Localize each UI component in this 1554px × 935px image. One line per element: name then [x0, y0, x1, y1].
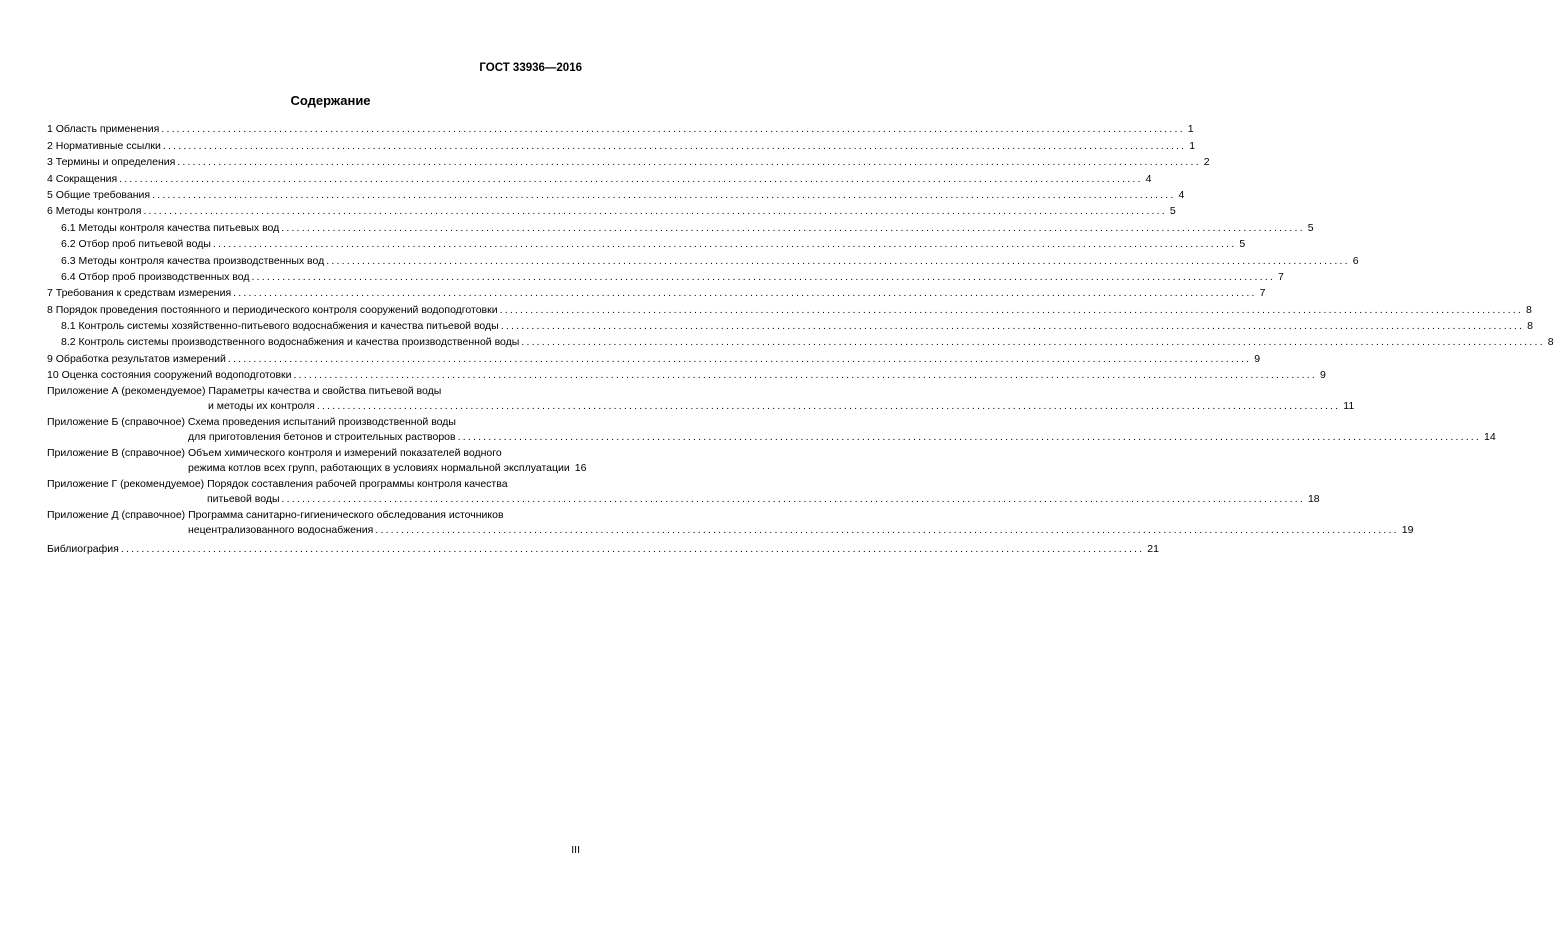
toc-entry-label: 5 Общие требования	[47, 188, 151, 201]
toc-entry-page: 9	[1319, 369, 1326, 382]
toc-entry-page: 1	[1189, 139, 1196, 152]
toc-appendix-entry[interactable]	[47, 475, 1320, 506]
toc-entry[interactable]	[47, 251, 1359, 267]
toc-bibliography[interactable]	[47, 539, 1159, 555]
toc-entry-page: 6	[1352, 254, 1359, 267]
toc-entry-label: Библиография	[47, 542, 119, 555]
toc-entry-page: 14	[1484, 431, 1496, 444]
toc-entry-label: 2 Нормативные ссылки	[47, 139, 161, 152]
toc-entry-page: 4	[1178, 188, 1185, 201]
toc-appendix-title: Приложение Б (справочное) Схема проведения испытаний производственной воды	[47, 416, 456, 429]
toc-entry-page: 4	[1145, 172, 1152, 185]
toc-appendix-subtitle: для приготовления бетонов и строительных растворов	[188, 431, 456, 444]
toc-entry[interactable]	[47, 317, 1534, 333]
toc-appendix-continuation	[47, 523, 1414, 537]
toc-appendix-continuation	[47, 492, 1320, 506]
toc-entry-page: 7	[1277, 270, 1284, 283]
table-of-contents	[47, 120, 1554, 556]
toc-entry-label: 3 Термины и определения	[47, 156, 176, 169]
toc-appendix-entry[interactable]	[47, 444, 587, 475]
toc-appendix-title: Приложение А (рекомендуемое) Параметры качества и свойства питьевой воды	[47, 385, 442, 398]
toc-entry[interactable]	[47, 349, 1261, 365]
toc-entry[interactable]	[47, 153, 1210, 169]
toc-entry-page: 8	[1527, 320, 1534, 333]
toc-leader-dots: ........................................................................................................................................................................................................	[162, 139, 1187, 152]
toc-leader-dots: ........................................................................................................................................................................................................	[293, 369, 1317, 382]
toc-leader-dots: ........................................................................................................................................................................................................	[120, 542, 1145, 555]
toc-entry-page: 8	[1547, 336, 1554, 349]
toc-entry-label: 1 Область применения	[47, 123, 160, 136]
toc-entry-label: 6.3 Методы контроля качества производственных вод	[61, 254, 325, 267]
toc-entry-label: 9 Обработка результатов измерений	[47, 352, 226, 365]
toc-entry[interactable]	[47, 169, 1152, 185]
toc-leader-dots: ........................................................................................................................................................................................................	[212, 238, 1237, 251]
toc-entry[interactable]	[47, 300, 1532, 316]
toc-appendix-continuation	[47, 461, 587, 475]
toc-entry-page: 5	[1307, 221, 1314, 234]
toc-appendix-title: Приложение Д (справочное) Программа санитарно-гигиенического обследования источников	[47, 509, 504, 522]
toc-entry-page: 21	[1147, 542, 1159, 555]
toc-entry-label: 6.2 Отбор проб питьевой воды	[61, 238, 211, 251]
toc-leader-dots: ........................................................................................................................................................................................................	[281, 493, 1305, 506]
toc-entry-label: 8.2 Контроль системы производственного водоснабжения и качества производственной воды	[61, 336, 520, 349]
toc-entry-label: 8 Порядок проведения постоянного и периодического контроля сооружений водоподготовки	[47, 303, 498, 316]
toc-entry[interactable]	[47, 218, 1314, 234]
toc-entry[interactable]	[47, 333, 1554, 349]
page-title: Содержание	[290, 93, 371, 108]
toc-entry-page: 5	[1239, 238, 1246, 251]
toc-leader-dots: ........................................................................................................................................................................................................	[281, 221, 1305, 234]
toc-entry-page: 5	[1169, 205, 1176, 218]
toc-entry-label: 10 Оценка состояния сооружений водоподготовки	[47, 369, 292, 382]
page-number: III	[571, 844, 580, 856]
toc-appendix-continuation	[47, 430, 1496, 444]
toc-entry-page: 11	[1343, 400, 1355, 413]
toc-leader-dots: ........................................................................................................................................................................................................	[316, 400, 1341, 413]
toc-appendix-entry[interactable]	[47, 413, 1496, 444]
toc-entry-page: 18	[1307, 493, 1320, 506]
toc-appendix-title: Приложение В (справочное) Объем химического контроля и измерений показателей водного	[47, 447, 502, 460]
toc-leader-dots: ........................................................................................................................................................................................................	[227, 352, 1252, 365]
toc-entry[interactable]	[47, 120, 1194, 136]
toc-entry-label: 8.1 Контроль системы хозяйственно-питьевого водоснабжения и качества питьевой воды	[61, 320, 499, 333]
toc-leader-dots: ........................................................................................................................................................................................................	[119, 172, 1143, 185]
toc-appendix-continuation	[47, 399, 1355, 413]
toc-entry[interactable]	[47, 366, 1326, 382]
toc-entry[interactable]	[47, 284, 1266, 300]
toc-leader-dots: ........................................................................................................................................................................................................	[251, 270, 1275, 283]
toc-entry-page: 1	[1187, 123, 1194, 136]
toc-entry-page: 16	[574, 462, 587, 475]
toc-entry-label: 6.4 Отбор проб производственных вод	[61, 270, 250, 283]
toc-leader-dots: ........................................................................................................................................................................................................	[233, 287, 1257, 300]
toc-entry[interactable]	[47, 235, 1246, 251]
toc-entry-page: 7	[1259, 287, 1266, 300]
toc-entry[interactable]	[47, 202, 1176, 218]
toc-entry-label: 7 Требования к средствам измерения	[47, 287, 232, 300]
toc-leader-dots: ........................................................................................................................................................................................................	[161, 123, 1185, 136]
toc-entry[interactable]	[47, 186, 1185, 202]
toc-entry-label: 6 Методы контроля	[47, 205, 142, 218]
toc-appendix-subtitle: нецентрализованного водоснабжения	[188, 524, 374, 537]
toc-entry-label: 6.1 Методы контроля качества питьевых вод	[61, 221, 280, 234]
document-id: ГОСТ 33936—2016	[479, 62, 582, 74]
toc-appendix-entry[interactable]	[47, 382, 1355, 413]
document-header	[479, 62, 582, 74]
toc-entry-label: 4 Сокращения	[47, 172, 118, 185]
toc-leader-dots: ........................................................................................................................................................................................................	[177, 156, 1201, 169]
toc-appendix-subtitle: питьевой воды	[207, 493, 280, 506]
toc-leader-dots: ........................................................................................................................................................................................................	[326, 254, 1350, 267]
toc-leader-dots: ........................................................................................................................................................................................................	[457, 431, 1482, 444]
toc-entry-page: 19	[1401, 524, 1414, 537]
toc-leader-dots: ........................................................................................................................................................................................................	[499, 303, 1524, 316]
toc-leader-dots: ........................................................................................................................................................................................................	[143, 205, 1167, 218]
toc-entry-page: 8	[1526, 303, 1532, 316]
toc-leader-dots: ........................................................................................................................................................................................................	[521, 336, 1545, 349]
toc-entry-page: 2	[1203, 156, 1210, 169]
toc-entry[interactable]	[47, 136, 1196, 152]
toc-leader-dots: ........................................................................................................................................................................................................	[152, 188, 1176, 201]
toc-appendix-entry[interactable]	[47, 506, 1414, 537]
toc-appendix-subtitle: режима котлов всех групп, работающих в условиях нормальной эксплуатации	[188, 462, 570, 475]
toc-leader-dots: ........................................................................................................................................................................................................	[500, 320, 1525, 333]
toc-appendix-title: Приложение Г (рекомендуемое) Порядок составления рабочей программы контроля качества	[47, 478, 508, 491]
toc-leader-dots: ........................................................................................................................................................................................................	[375, 524, 1399, 537]
toc-appendix-subtitle: и методы их контроля	[208, 400, 315, 413]
toc-entry[interactable]	[47, 268, 1284, 284]
toc-entry-page: 9	[1254, 352, 1261, 365]
